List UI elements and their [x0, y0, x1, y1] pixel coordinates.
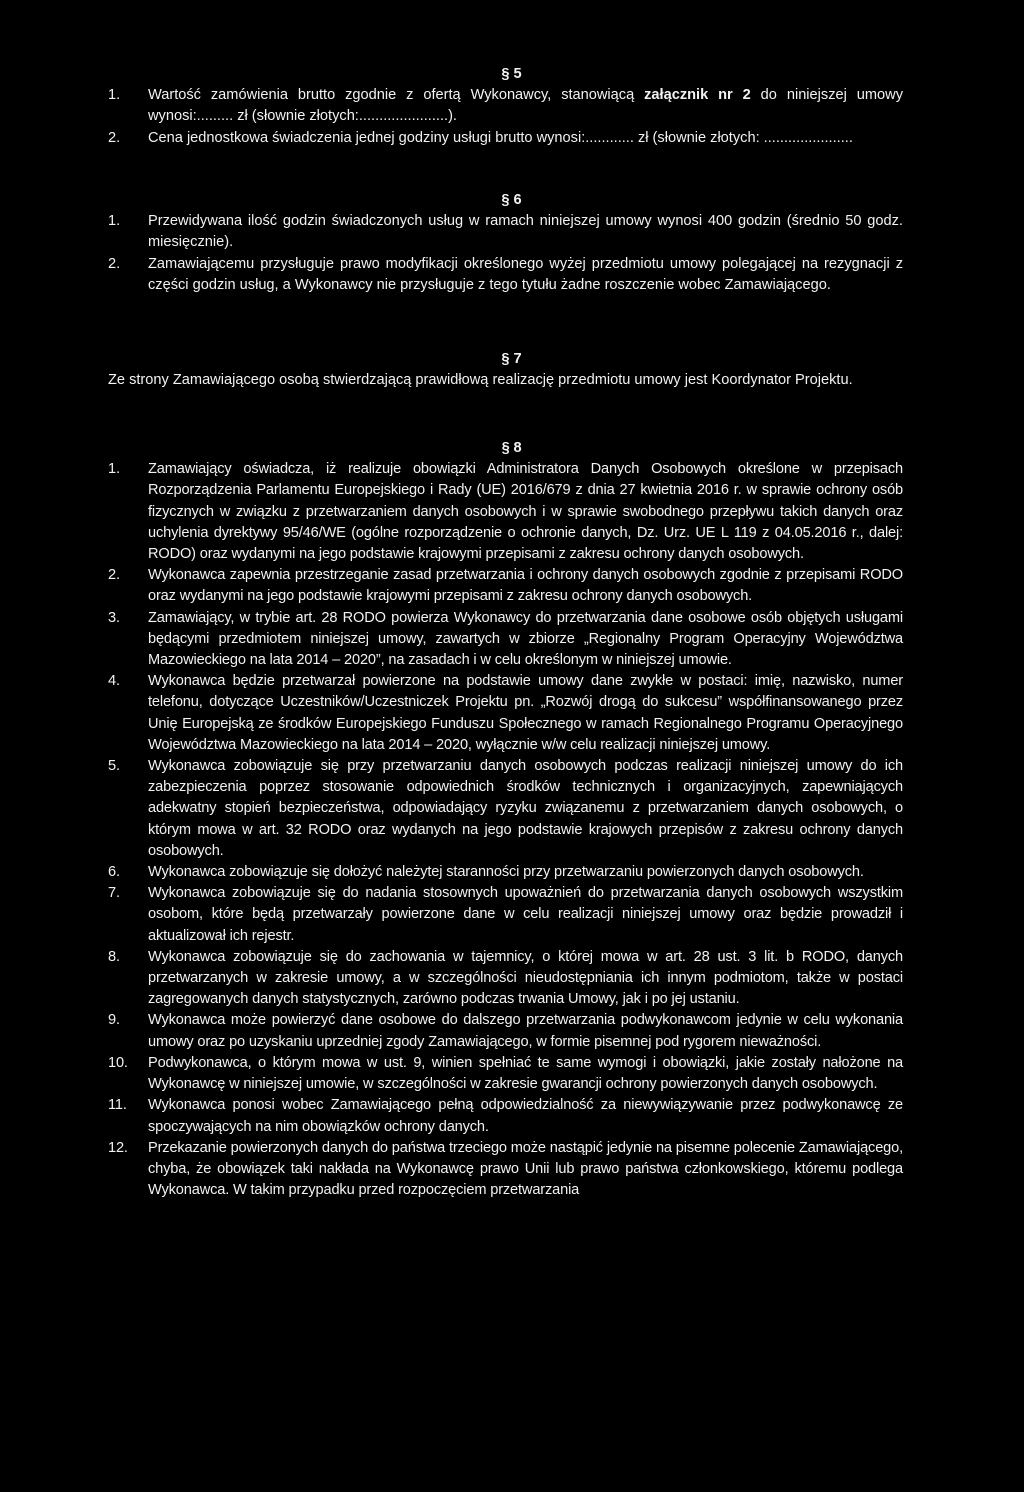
item-number: 1.	[108, 87, 121, 104]
list-item	[108, 1053, 903, 1095]
list-item	[108, 1010, 903, 1052]
list-item	[108, 883, 903, 947]
list-item	[108, 1095, 903, 1137]
section-8-heading: § 8	[501, 440, 522, 456]
item-text-part: do niniejszej umowy wynosi:......... zł (słownie złotych:......................).	[148, 87, 904, 125]
item-number: 7.	[108, 885, 120, 902]
item-number: 2.	[108, 567, 120, 584]
list-item	[108, 947, 903, 1011]
item-text	[148, 85, 903, 127]
item-text: Wykonawca zobowiązuje się przy przetwarzaniu danych osobowych podczas realizacji niniejszej umowy do ich zabezpieczenia poprzez stosowanie odpowiednich środków technicznych i organizacyjnych, zapewniających adekwatny stopień bezpieczeństwa, odpowiadający ryzyku związanemu z przetwarzaniem danych osobowych, o którym mowa w art. 32 RODO oraz wydanych na jego podstawie krajowych przepisów z zakresu ochrony danych osobowych.	[148, 758, 903, 859]
item-number: 3.	[108, 609, 120, 626]
list-item	[108, 254, 903, 296]
list-item	[108, 211, 903, 253]
item-number: 10.	[108, 1054, 128, 1071]
list-item	[108, 862, 903, 883]
list-item	[108, 608, 903, 672]
item-text: Wykonawca zobowiązuje się do nadania stosownych upoważnień do przetwarzania danych osobowych wszystkim osobom, które będą przetwarzały powierzone dane w celu realizacji niniejszej umowy oraz będzie prowadził i aktualizował ich rejestr.	[148, 885, 903, 944]
item-text: Wykonawca ponosi wobec Zamawiającego pełną odpowiedzialność za niewywiązywanie przez podwykonawcę ze spoczywających na nim obowiązków ochrony danych.	[148, 1097, 903, 1135]
item-text: Zamawiającemu przysługuje prawo modyfikacji określonego wyżej przedmiotu umowy polegającej na rezygnacji z części godzin usług, a Wykonawcy nie przysługuje z tego tytułu żadne roszczenie wobec Zamawiającego.	[148, 255, 903, 293]
attachment-reference: załącznik nr 2	[644, 87, 751, 104]
list-item	[108, 1138, 903, 1202]
item-number: 11.	[108, 1097, 127, 1114]
item-text-part: Wartość zamówienia brutto zgodnie z ofertą Wykonawcy, stanowiącą	[148, 87, 645, 104]
item-number: 9.	[108, 1012, 120, 1029]
section-7-text: Ze strony Zamawiającego osobą stwierdzającą prawidłową realizację przedmiotu umowy jest Koordynator Projektu.	[108, 372, 853, 389]
item-number: 6.	[108, 864, 120, 881]
section-7	[108, 349, 903, 391]
section-6	[108, 190, 903, 296]
section-5-heading: § 5	[501, 66, 522, 82]
list-item	[108, 85, 903, 127]
list-item	[108, 565, 903, 607]
item-text: Przewidywana ilość godzin świadczonych usług w ramach niniejszej umowy wynosi 400 godzin (średnio 50 godz. miesięcznie).	[148, 213, 903, 251]
item-number: 4.	[108, 673, 120, 690]
item-text: Wykonawca zobowiązuje się do zachowania w tajemnicy, o której mowa w art. 28 ust. 3 lit. b RODO, danych przetwarzanych w zakresie umowy, a w szczególności nieudostępniania ich innym podmiotom, także w postaci zagregowanych danych statystycznych, zarówno podczas trwania Umowy, jak i po jej ustaniu.	[148, 948, 903, 1008]
list-item	[108, 756, 903, 862]
section-8	[108, 438, 903, 1201]
list-item	[108, 671, 903, 756]
section-6-heading: § 6	[501, 192, 522, 208]
section-5	[108, 64, 903, 149]
item-text: Wykonawca zapewnia przestrzeganie zasad przetwarzania i ochrony danych osobowych zgodnie z przepisami RODO oraz wydanymi na jego podstawie krajowymi przepisami z zakresu ochrony danych osobowych.	[148, 567, 903, 605]
item-text: Cena jednostkowa świadczenia jednej godziny usługi brutto wynosi:............ zł (słownie złotych: ......................	[148, 129, 853, 146]
item-number: 2.	[108, 255, 121, 272]
item-text: Zamawiający oświadcza, iż realizuje obowiązki Administratora Danych Osobowych określone w przepisach Rozporządzenia Parlamentu Europejskiego i Rady (UE) 2016/679 z dnia 27 kwietnia 2016 r. w sprawie ochrony osób fizycznych w związku z przetwarzaniem danych osobowych i w sprawie swobodnego przepływu takich danych oraz uchylenia dyrektywy 95/46/WE (ogólne rozporządzenie o ochronie danych, Dz. Urz. UE L 119 z 04.05.2016 r., dalej: RODO) oraz wydanymi na jego podstawie krajowymi przepisami z zakresu ochrony danych osobowych.	[148, 461, 903, 563]
item-number: 8.	[108, 948, 120, 965]
list-item	[108, 459, 903, 565]
item-number: 5.	[108, 758, 120, 775]
item-number: 1.	[108, 461, 120, 478]
section-7-heading: § 7	[501, 351, 522, 367]
item-text: Wykonawca może powierzyć dane osobowe do dalszego przetwarzania podwykonawcom jedynie w celu wykonania umowy oraz po uzyskaniu uprzedniej zgody Zamawiającego, w formie pisemnej pod rygorem nieważności.	[148, 1012, 903, 1050]
item-text: Podwykonawca, o którym mowa w ust. 9, winien spełniać te same wymogi i obowiązki, jakie zostały nałożone na Wykonawcę w niniejszej umowie, w szczególności w zakresie gwarancji ochrony powierzonych danych osobowych.	[148, 1054, 903, 1093]
item-text: Wykonawca będzie przetwarzał powierzone na podstawie umowy dane zwykłe w postaci: imię, nazwisko, numer telefonu, dotyczące Uczestników/Uczestniczek Projektu pn. „Rozwój drogą do sukcesu” współfinansowanego przez Unię Europejską ze środków Europejskiego Funduszu Społecznego w ramach Regionalnego Programu Operacyjnego Województwa Mazowieckiego na lata 2014 – 2020, wyłącznie w/w celu realizacji niniejszej umowy.	[148, 673, 903, 753]
item-number: 12.	[108, 1139, 128, 1156]
item-text: Przekazanie powierzonych danych do państwa trzeciego może nastąpić jedynie na pisemne polecenie Zamawiającego, chyba, że obowiązek taki nakłada na Wykonawcę prawo Unii lub prawo państwa członkowskiego, któremu podlega Wykonawca. W takim przypadku przed rozpoczęciem przetwarzania	[148, 1139, 903, 1199]
item-text: Wykonawca zobowiązuje się dołożyć należytej staranności przy przetwarzaniu powierzonych danych osobowych.	[148, 864, 864, 881]
item-text: Zamawiający, w trybie art. 28 RODO powierza Wykonawcy do przetwarzania dane osobowe osób objętych usługami będącymi przedmiotem niniejszej umowy, zawartych w zbiorze „Regionalny Program Operacyjny Województwa Mazowieckiego na lata 2014 – 2020”, na zasadach i w celu określonym w niniejszej umowie.	[148, 609, 903, 669]
item-number: 1.	[108, 213, 121, 230]
item-number: 2.	[108, 129, 121, 146]
list-item	[108, 128, 903, 149]
